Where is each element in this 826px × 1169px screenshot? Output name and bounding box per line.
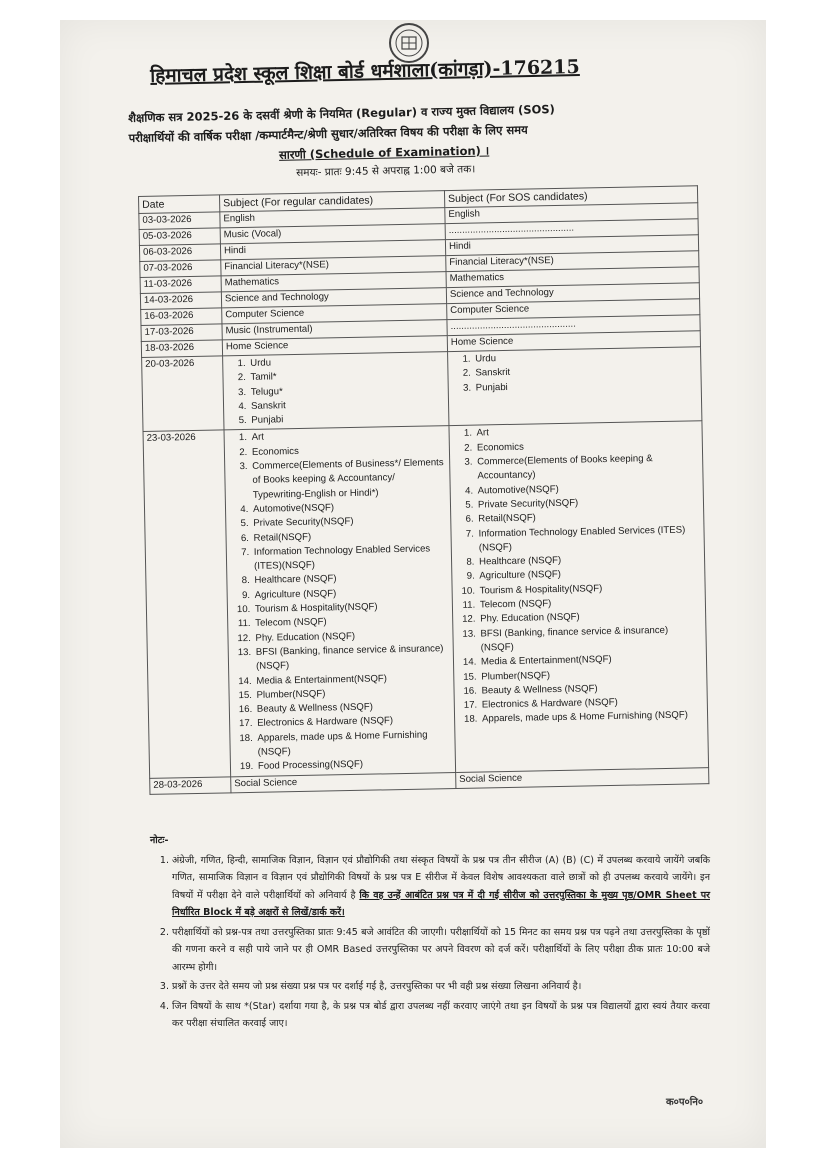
note-1-text: अंग्रेजी, गणित, हिन्दी, सामाजिक विज्ञान, विज्ञान एवं प्रौद्योगिकी तथा संस्कृत विषयों के प्रश्न पत्र तीन सीरीज (A) (B) (C) में उपलब्ध करवाये जायेंगे जबकि गणित, सामाजिक विज्ञान व विज्ञान एवं प्रौद्योगिकी विषयों के प्रश्न पत्र E सीरीज में केवल विशेष आवश्यकता वाले छात्रों को ही उपलब्ध करवाये जायेंगे। इन विषयों में परीक्षा देने वाले परीक्षार्थियों को अनिवार्य है bbox=[172, 854, 710, 901]
row-regular-subject: English bbox=[220, 208, 445, 228]
subject-item: 10. Tourism & Hospitality(NSQF) bbox=[253, 599, 449, 617]
subject-item: 17. Electronics & Hardware (NSQF) bbox=[255, 714, 451, 732]
row-regular-subject-list bbox=[223, 352, 449, 431]
subject-item: 11. Telecom (NSQF) bbox=[478, 594, 702, 613]
note-item: 2. परीक्षार्थियों को प्रश्न-पत्र तथा उत्तरपुस्तिका प्रातः 9:45 बजे आवंटित की जाएगी। परीक्षार्थियों को 15 मिनट का समय प्रश्न पत्र पढ़ने तथा उत्तरपुस्तिका के पृष्ठों की गणना करने व सही पाये जाने पर ही OMR Based उत्तरपुस्तिका पर अपने विवरण को दर्ज करें। परीक्षार्थियों के लिए परीक्षा ठीक प्रातः 10:00 बजे आरम्भ होगी। bbox=[172, 924, 710, 977]
subject-item: 13. BFSI (Banking, finance service & insurance) (NSQF) bbox=[254, 642, 451, 674]
row-date: 18-03-2026 bbox=[141, 340, 222, 358]
subject-item: 2. Sanskrit bbox=[473, 363, 697, 382]
subject-item: 4. Sanskrit bbox=[249, 396, 445, 414]
subject-item: 2. Tamil* bbox=[248, 367, 444, 385]
subject-item: 6. Retail(NSQF) bbox=[251, 528, 447, 546]
row-date: 05-03-2026 bbox=[139, 228, 220, 246]
table-row bbox=[143, 421, 709, 778]
subject-item: 9. Agriculture (NSQF) bbox=[477, 566, 701, 585]
notes-section bbox=[150, 832, 710, 1035]
note-item: 4. जिन विषयों के साथ *(Star) दर्शाया गया है, के प्रश्न पत्र बोर्ड द्वारा उपलब्ध नहीं करवाए जाएंगे तथा इन विषयों के प्रश्न पत्र विद्यालयों द्वारा स्वयं तैयार करवा कर परीक्षा संचालित करवाई जाए। bbox=[172, 998, 710, 1033]
row-sos-subject: Science and Technology bbox=[446, 283, 699, 304]
row-regular-subject: Home Science bbox=[222, 336, 447, 356]
schedule-subtitle bbox=[128, 96, 719, 168]
row-regular-subject: Music (Instrumental) bbox=[222, 320, 447, 340]
regular-subject-list bbox=[228, 428, 453, 775]
subject-item: 11. Telecom (NSQF) bbox=[253, 613, 449, 631]
subject-item: 5. Private Security(NSQF) bbox=[476, 494, 700, 513]
sos-subject-list bbox=[453, 423, 705, 728]
subject-item: 9. Agriculture (NSQF) bbox=[253, 585, 449, 603]
row-sos-subject: English bbox=[445, 203, 698, 224]
row-date: 28-03-2026 bbox=[150, 776, 231, 794]
subject-item: 16. Beauty & Wellness (NSQF) bbox=[479, 680, 703, 699]
header-regular: Subject (For regular candidates) bbox=[219, 191, 444, 212]
subject-item: 10. Tourism & Hospitality(NSQF) bbox=[478, 580, 702, 599]
subject-item: 7. Information Technology Enabled Services (ITES)(NSQF) bbox=[252, 542, 449, 574]
row-date: 14-03-2026 bbox=[140, 292, 221, 310]
row-sos-subject-list bbox=[448, 347, 702, 426]
schedule-table-wrapper bbox=[138, 185, 709, 794]
subject-item: 3. Commerce(Elements of Books keeping & Accountancy) bbox=[475, 451, 700, 484]
notes-heading: नोटः- bbox=[150, 835, 169, 846]
exam-timing: समयः- प्रातः 9:45 से अपराह्न 1:00 बजे तक। bbox=[296, 163, 476, 179]
subject-item: 16. Beauty & Wellness (NSQF) bbox=[255, 699, 451, 717]
subject-item: 8. Healthcare (NSQF) bbox=[477, 551, 701, 570]
row-sos-subject: Home Science bbox=[447, 331, 700, 352]
row-date: 06-03-2026 bbox=[139, 244, 220, 262]
regular-subject-list bbox=[226, 353, 445, 429]
subject-item: 7. Information Technology Enabled Services (ITES)(NSQF) bbox=[476, 523, 701, 556]
subject-item: 15. Plumber(NSQF) bbox=[479, 666, 703, 685]
subject-item: 1. Urdu bbox=[473, 348, 697, 367]
row-date: 11-03-2026 bbox=[140, 276, 221, 294]
subtitle-line-3: सारणी (Schedule of Examination) । bbox=[278, 143, 490, 162]
subject-item: 3. Commerce(Elements of Business*/ Elements of Books keeping & Accountancy/ Typewriting-English or Hindi*) bbox=[250, 456, 447, 503]
table-row bbox=[142, 347, 702, 432]
subject-item: 12. Phy. Education (NSQF) bbox=[478, 609, 702, 628]
subject-item: 2. Economics bbox=[250, 442, 446, 460]
subject-item: 1. Art bbox=[250, 428, 446, 446]
subject-item: 5. Private Security(NSQF) bbox=[251, 513, 447, 531]
row-sos-subject: Financial Literacy*(NSE) bbox=[446, 251, 699, 272]
row-date: 17-03-2026 bbox=[141, 324, 222, 342]
row-sos-subject: ............................................... bbox=[447, 315, 700, 336]
subject-item: 13. BFSI (Banking, finance service & insurance) (NSQF) bbox=[478, 623, 703, 656]
row-sos-subject-list bbox=[449, 421, 709, 772]
note-item: 3. प्रश्नों के उत्तर देते समय जो प्रश्न संख्या प्रश्न पत्र पर दर्शाई गई है, उत्तरपुस्तिका पर भी वही प्रश्न संख्या लिखना अनिवार्य है। bbox=[172, 978, 710, 996]
sos-subject-list bbox=[451, 348, 698, 396]
row-date: 03-03-2026 bbox=[139, 212, 220, 230]
row-regular-subject: Mathematics bbox=[221, 272, 446, 292]
header-sos: Subject (For SOS candidates) bbox=[444, 186, 697, 208]
subject-item: 4. Automotive(NSQF) bbox=[251, 499, 447, 517]
subtitle-line-2: परीक्षार्थियों की वार्षिक परीक्षा /कम्पार्टमैन्ट/श्रेणी सुधार/अतिरिक्त विषय की परीक्षा के लिए समय bbox=[128, 122, 528, 145]
row-sos-subject: ............................................... bbox=[445, 219, 698, 240]
notes-list bbox=[150, 852, 710, 1033]
row-regular-subject-list bbox=[224, 426, 456, 776]
subject-item: 14. Media & Entertainment(NSQF) bbox=[254, 671, 450, 689]
row-regular-subject: Social Science bbox=[231, 772, 456, 792]
subject-item: 1. Art bbox=[474, 423, 698, 442]
row-sos-subject: Computer Science bbox=[447, 299, 700, 320]
row-sos-subject: Mathematics bbox=[446, 267, 699, 288]
subject-item: 5. Punjabi bbox=[249, 410, 445, 428]
header-date: Date bbox=[139, 195, 220, 214]
subject-item: 14. Media & Entertainment(NSQF) bbox=[479, 651, 703, 670]
subject-item: 4. Automotive(NSQF) bbox=[476, 480, 700, 499]
subject-item: 3. Punjabi bbox=[474, 377, 698, 396]
subject-item: 2. Economics bbox=[475, 437, 699, 456]
subject-item: 18. Apparels, made ups & Home Furnishing (NSQF) bbox=[480, 709, 704, 728]
subject-item: 18. Apparels, made ups & Home Furnishing (NSQF) bbox=[255, 728, 452, 760]
row-regular-subject: Financial Literacy*(NSE) bbox=[221, 256, 446, 276]
subject-item: 3. Telugu* bbox=[249, 382, 445, 400]
row-regular-subject: Hindi bbox=[220, 240, 445, 260]
row-sos-subject: Hindi bbox=[445, 235, 698, 256]
subtitle-line-1: शैक्षणिक सत्र 2025-26 के दसवीं श्रेणी के नियमित (Regular) व राज्य मुक्त विद्यालय (SOS) bbox=[128, 102, 555, 125]
subject-item: 15. Plumber(NSQF) bbox=[254, 685, 450, 703]
row-sos-subject: Social Science bbox=[456, 767, 709, 788]
row-date: 20-03-2026 bbox=[142, 356, 224, 432]
subject-item: 19. Food Processing(NSQF) bbox=[256, 756, 452, 774]
subject-item: 12. Phy. Education (NSQF) bbox=[253, 628, 449, 646]
row-regular-subject: Music (Vocal) bbox=[220, 224, 445, 244]
subject-item: 17. Electronics & Hardware (NSQF) bbox=[480, 694, 704, 713]
subject-item: 8. Healthcare (NSQF) bbox=[252, 571, 448, 589]
row-regular-subject: Science and Technology bbox=[221, 288, 446, 308]
signature-mark: क०प०नि० bbox=[666, 1097, 704, 1108]
schedule-table bbox=[138, 185, 709, 794]
note-1-emphasis: कि वह उन्हें आबंटित प्रश्न पत्र में दी गई सीरीज को उत्तरपुस्तिका के मुख्य पृष्ठ/OMR Sheet पर निर्धारित Block में बड़े अक्षरों से लिखें/डार्क करें। bbox=[172, 889, 710, 918]
subject-item: 6. Retail(NSQF) bbox=[476, 509, 700, 528]
row-date: 16-03-2026 bbox=[141, 308, 222, 326]
row-regular-subject: Computer Science bbox=[222, 304, 447, 324]
row-date: 23-03-2026 bbox=[143, 430, 231, 778]
note-item bbox=[172, 852, 710, 922]
row-date: 07-03-2026 bbox=[140, 260, 221, 278]
board-title: हिमाचल प्रदेश स्कूल शिक्षा बोर्ड धर्मशाला(कांगड़ा)-176215 bbox=[150, 56, 580, 87]
subject-item: 1. Urdu bbox=[248, 353, 444, 371]
